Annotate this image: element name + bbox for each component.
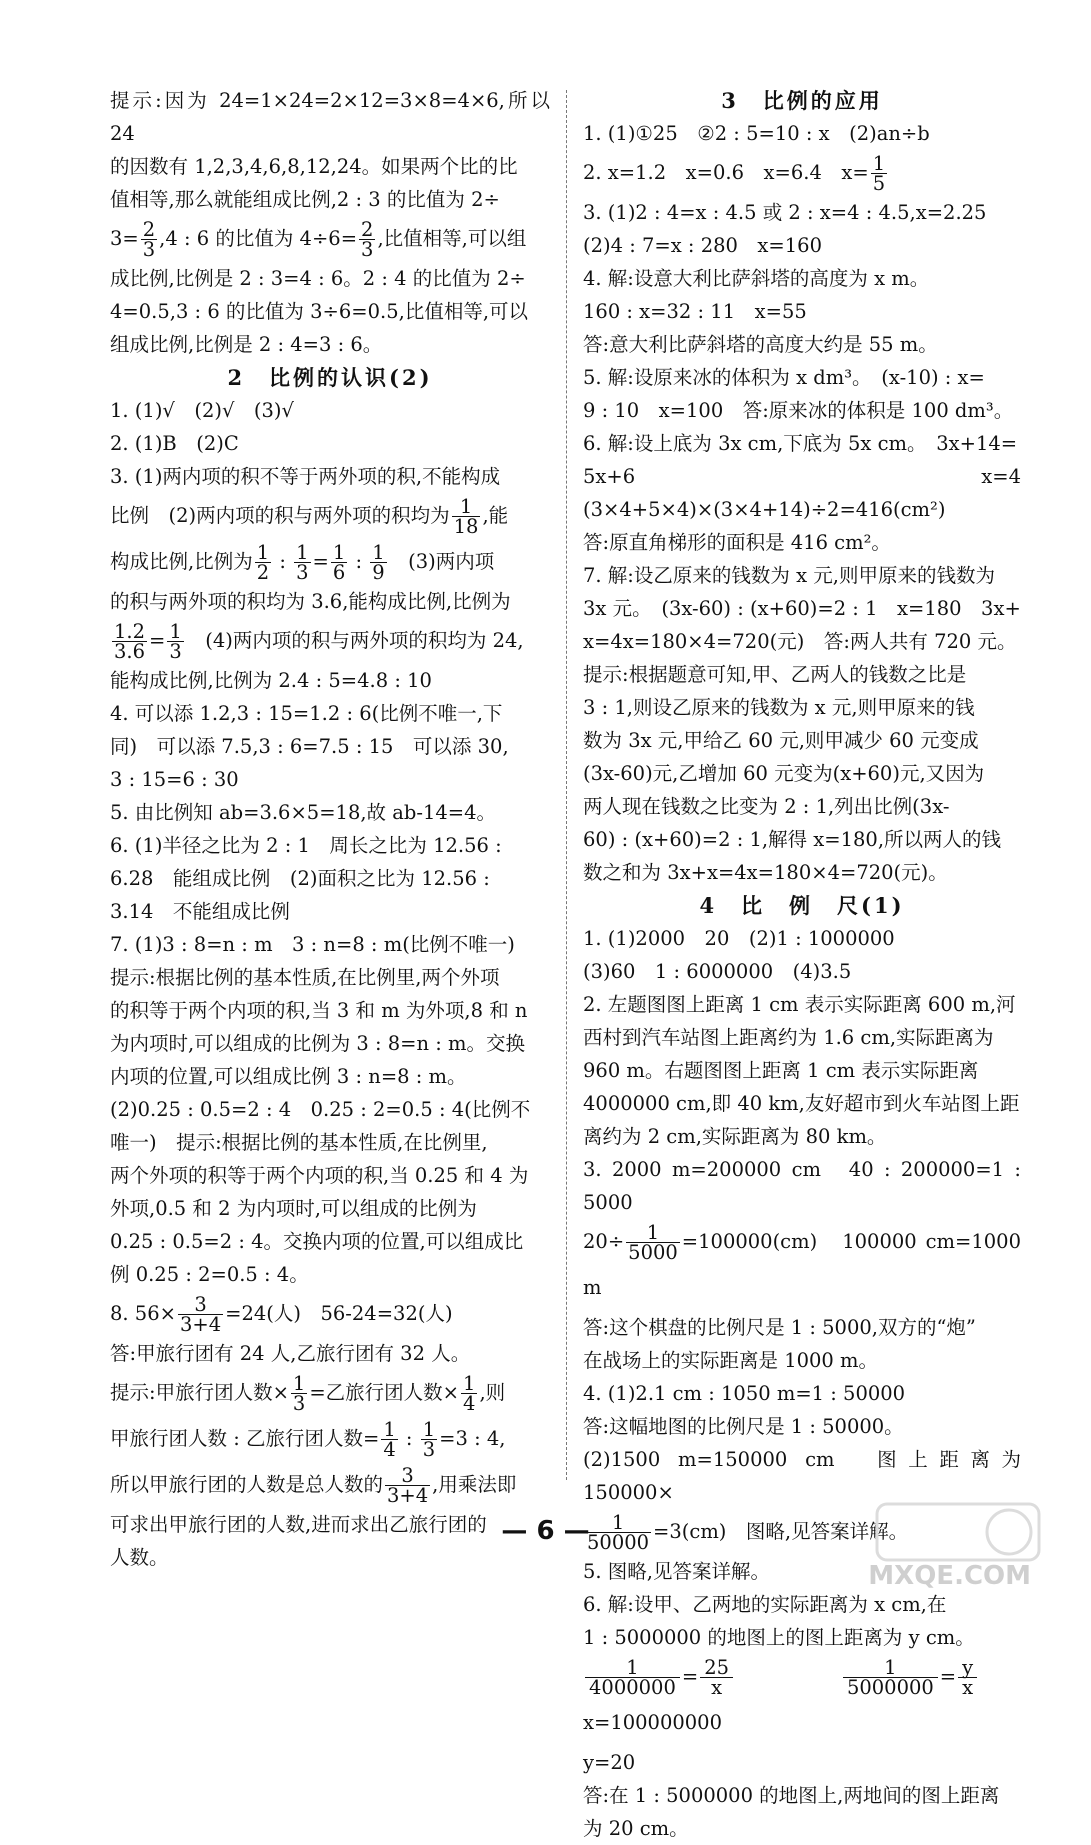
- answer-line: 8. 56× $\frac{3}{3+4}$ =24(人) 56-24=32(人): [110, 1293, 453, 1336]
- section-title: 2 比例的认识(2): [227, 365, 433, 390]
- answer-line: 离约为 2 cm,实际距离为 80 km。: [583, 1125, 887, 1148]
- answer-line: 5. 图略,见答案详解。: [583, 1560, 771, 1583]
- answer-line: 0.25 : 0.5=2 : 4。交换内项的位置,可以组成比: [110, 1230, 524, 1253]
- answer-line: 4. 可以添 1.2,3 : 15=1.2 : 6(比例不唯一,下: [110, 702, 503, 725]
- answer-line: 6. 解:设甲、乙两地的实际距离为 x cm,在: [583, 1593, 947, 1616]
- answer-line: x=4x=180×4=720(元) 答:两人共有 720 元。: [583, 630, 1017, 653]
- answer-line: 1. (1)①25 ②2 : 5=10 : x (2)an÷b: [583, 122, 930, 145]
- fraction: $\frac{1}{5}$: [872, 152, 886, 195]
- answer-line: (2)4 : 7=x : 280 x=160: [583, 234, 822, 257]
- answer-line: 6.28 能组成比例 (2)面积之比为 12.56 :: [110, 867, 490, 890]
- answer-line: 为内项时,可以组成的比例为 3 : 8=n : m。交换: [110, 1032, 526, 1055]
- answer-line: 答:在 1 : 5000000 的地图上,两地间的图上距离: [583, 1784, 1000, 1807]
- answer-line: $\frac{1.2}{3.6}$ = $\frac{1}{3}$ (4)两内项的积与两外项的积均为 24,: [114, 620, 524, 663]
- answer-line: 4. 解:设意大利比萨斜塔的高度为 x m。: [583, 267, 930, 290]
- answer-line: 答:原直角梯形的面积是 416 cm²。: [583, 531, 891, 554]
- fraction: $\frac{1}{18}$: [453, 495, 479, 538]
- fraction: $\frac{3}{3+4}$: [387, 1464, 429, 1507]
- left-column: [110, 84, 550, 1574]
- section-title: 3 比例的应用: [721, 88, 883, 113]
- answer-line: y=20: [583, 1751, 636, 1774]
- answer-line: 9 : 10 x=100 答:原来冰的体积是 100 dm³。: [583, 399, 1014, 422]
- answer-line: 答:甲旅行团有 24 人,乙旅行团有 32 人。: [110, 1342, 471, 1365]
- answer-line: 答:这个棋盘的比例尺是 1 : 5000,双方的“炮”: [583, 1316, 976, 1339]
- hint-text: (3x-60)元,乙增加 60 元变为(x+60)元,又因为: [583, 762, 985, 785]
- answer-line: 两个外项的积等于两个内项的积,当 0.25 和 4 为: [110, 1164, 529, 1187]
- answer-line: 160 : x=32 : 11 x=55: [583, 300, 807, 323]
- hint-text: 60) : (x+60)=2 : 1,解得 x=180,所以两人的钱: [583, 828, 1002, 851]
- answer-line: 3. (1)2 : 4=x : 4.5 或 2 : x=4 : 4.5,x=2.25: [583, 201, 987, 224]
- answer-line: 西村到汽车站图上距离约为 1.6 cm,实际距离为: [583, 1026, 994, 1049]
- fraction: $\frac{1}{6}$: [332, 541, 346, 584]
- answer-line: 2. (1)B (2)C: [110, 432, 239, 455]
- fraction: $\frac{1}{50000}$: [587, 1511, 650, 1554]
- answer-line: (3)60 1 : 6000000 (4)3.5: [583, 960, 852, 983]
- fraction: $\frac{1}{3}$: [422, 1418, 436, 1461]
- answer-line: 例 0.25 : 2=0.5 : 4。: [110, 1263, 309, 1286]
- hint-text: 3 : 1,则设乙原来的钱数为 x 元,则甲原来的钱: [583, 696, 975, 719]
- answer-line: 3.14 不能组成比例: [110, 900, 290, 923]
- fraction: $\frac{1}{4}$: [383, 1418, 396, 1461]
- answer-line: 6. (1)半径之比为 2 : 1 周长之比为 12.56 :: [110, 834, 502, 857]
- answer-line: 答:意大利比萨斜塔的高度大约是 55 m。: [583, 333, 938, 356]
- hint-text: 甲旅行团人数 : 乙旅行团人数= $\frac{1}{4}$ : $\frac{1}{3}$ =3 : 4,: [110, 1418, 506, 1461]
- hint-text: 人数。: [110, 1546, 169, 1569]
- hint-text: 3= $\frac{2}{3}$ ,4 : 6 的比值为 4÷6= $\frac{2}{3}$ ,比值相等,可以组: [110, 218, 527, 261]
- fraction: $\frac{3}{3+4}$: [179, 1293, 222, 1336]
- fraction: $\frac{1}{3}$: [292, 1372, 306, 1415]
- answer-line: $\frac{1}{50000}$ =3(cm) 图略,见答案详解。: [587, 1511, 909, 1554]
- answer-line: 唯一) 提示:根据比例的基本性质,在比例里,: [110, 1131, 488, 1154]
- answer-line: 7. (1)3 : 8=n : m 3 : n=8 : m(比例不唯一): [110, 933, 515, 956]
- answer-line: 答:这幅地图的比例尺是 1 : 50000。: [583, 1415, 904, 1438]
- answer-line: 3x 元。 (3x-60) : (x+60)=2 : 1 x=180 3x+: [583, 597, 1021, 620]
- answer-line: 同) 可以添 7.5,3 : 6=7.5 : 15 可以添 30,: [110, 735, 509, 758]
- answer-line: 的积等于两个内项的积,当 3 和 m 为外项,8 和 n: [110, 999, 528, 1022]
- answer-line: 20÷ $\frac{1}{5000}$ =100000(cm) 100000 cm=1000 m: [583, 1221, 1021, 1299]
- hint-text: 提示:根据题意可知,甲、乙两人的钱数之比是: [583, 663, 967, 686]
- answer-line: 5. 解:设原来冰的体积为 x dm³。 (x-10) : x=: [583, 366, 985, 389]
- answer-line: 960 m。右题图图上距离 1 cm 表示实际距离: [583, 1059, 979, 1082]
- answer-line: 3 : 15=6 : 30: [110, 768, 239, 791]
- answer-line: 1. (1)√ (2)√ (3)√: [110, 399, 294, 422]
- answer-line: 3. 2000 m=200000 cm 40 : 200000=1 : 5000: [583, 1158, 1021, 1214]
- answer-line: 5. 由比例知 ab=3.6×5=18,故 ab-14=4。: [110, 801, 497, 824]
- page-number: — 6 —: [501, 1516, 590, 1546]
- answer-line: 比例 (2)两内项的积与两外项的积均为 $\frac{1}{18}$ ,能: [110, 495, 509, 538]
- answer-line: $\frac{1}{4000000}$ = $\frac{25}{x}$ $\frac{1}{5000000}$ = $\frac{y}{x}$ x=100000000: [583, 1656, 1021, 1734]
- fraction: $\frac{1}{4}$: [463, 1372, 476, 1415]
- answer-line: 2. 左题图图上距离 1 cm 表示实际距离 600 m,河: [583, 993, 1016, 1016]
- answer-line: (2)0.25 : 0.5=2 : 4 0.25 : 2=0.5 : 4(比例不: [110, 1098, 531, 1121]
- answer-line: 能构成比例,比例为 2.4 : 5=4.8 : 10: [110, 669, 432, 692]
- answer-line: 为 20 cm。: [583, 1817, 689, 1840]
- answer-line: 7. 解:设乙原来的钱数为 x 元,则甲原来的钱数为: [583, 564, 995, 587]
- hint-text: 数之和为 3x+x=4x=180×4=720(元)。: [583, 861, 948, 884]
- answer-line: 构成比例,比例为 $\frac{1}{2}$ : $\frac{1}{3}$ = $\frac{1}{6}$ : $\frac{1}{9}$ (3)两内项: [110, 541, 495, 584]
- hint-text: 值相等,那么就能组成比例,2 : 3 的比值为 2÷: [110, 188, 500, 211]
- hint-text: 所以甲旅行团的人数是总人数的 $\frac{3}{3+4}$ ,用乘法即: [110, 1464, 517, 1507]
- answer-line: 3. (1)两内项的积不等于两外项的积,不能构成: [110, 465, 501, 488]
- answer-line: 的积与两外项的积均为 3.6,能构成比例,比例为: [110, 590, 511, 613]
- hint-text: 组成比例,比例是 2 : 4=3 : 6。: [110, 333, 383, 356]
- section-title: 4 比 例 尺(1): [699, 893, 905, 918]
- fraction: $\frac{y}{x}$: [958, 1658, 977, 1697]
- fraction: $\frac{25}{x}$: [700, 1658, 733, 1697]
- hint-text: 两人现在钱数之比变为 2 : 1,列出比例(3x-: [583, 795, 950, 818]
- answer-line: 5x+6 x=4 (3×4+5×4)×(3×4+14)÷2=416(cm²): [583, 465, 1041, 521]
- fraction: $\frac{2}{3}$: [361, 218, 374, 261]
- fraction: $\frac{1}{3}$: [169, 620, 182, 663]
- fraction: $\frac{1}{3}$: [296, 541, 309, 584]
- answer-line: (2)1500 m=150000 cm 图上距离为 150000×: [583, 1448, 1021, 1504]
- column-divider: [566, 90, 567, 1480]
- answer-line: 4000000 cm,即 40 km,友好超市到火车站图上距: [583, 1092, 1020, 1115]
- hint-text: 提示:甲旅行团人数× $\frac{1}{3}$ =乙旅行团人数× $\frac{1}{4}$ ,则: [110, 1372, 506, 1415]
- hint-text: 提示:因为 24=1×24=2×12=3×8=4×6,所以 24: [110, 89, 550, 145]
- fraction: $\frac{1}{9}$: [372, 541, 385, 584]
- watermark-text: MXQE.COM: [868, 1561, 1031, 1591]
- hint-text: 4=0.5,3 : 6 的比值为 3÷6=0.5,比值相等,可以: [110, 300, 529, 323]
- answer-line: 1 : 5000000 的地图上的图上距离为 y cm。: [583, 1626, 975, 1649]
- hint-text: 可求出甲旅行团的人数,进而求出乙旅行团的: [110, 1513, 487, 1536]
- answer-line: 外项,0.5 和 2 为内项时,可以组成的比例为: [110, 1197, 477, 1220]
- fraction: $\frac{1}{2}$: [256, 541, 270, 584]
- hint-text: 成比例,比例是 2 : 3=4 : 6。2 : 4 的比值为 2÷: [110, 267, 526, 290]
- fraction: $\frac{1}{5000000}$: [843, 1658, 938, 1697]
- hint-text: 的因数有 1,2,3,4,6,8,12,24。如果两个比的比: [110, 155, 518, 178]
- answer-line: 提示:根据比例的基本性质,在比例里,两个外项: [110, 966, 500, 989]
- answer-line: 在战场上的实际距离是 1000 m。: [583, 1349, 879, 1372]
- answer-line: 4. (1)2.1 cm : 1050 m=1 : 50000: [583, 1382, 906, 1405]
- answer-line: 1. (1)2000 20 (2)1 : 1000000: [583, 927, 895, 950]
- answer-line: 2. x=1.2 x=0.6 x=6.4 x= $\frac{1}{5}$: [583, 152, 886, 195]
- fraction: $\frac{1}{4000000}$: [585, 1658, 680, 1697]
- hint-text: 数为 3x 元,甲给乙 60 元,则甲减少 60 元变成: [583, 729, 979, 752]
- answer-line: 6. 解:设上底为 3x cm,下底为 5x cm。 3x+14=: [583, 432, 1018, 455]
- fraction: $\frac{2}{3}$: [142, 218, 156, 261]
- fraction: $\frac{1.2}{3.6}$: [114, 620, 146, 663]
- fraction: $\frac{1}{5000}$: [628, 1221, 678, 1264]
- answer-line: 内项的位置,可以组成比例 3 : n=8 : m。: [110, 1065, 467, 1088]
